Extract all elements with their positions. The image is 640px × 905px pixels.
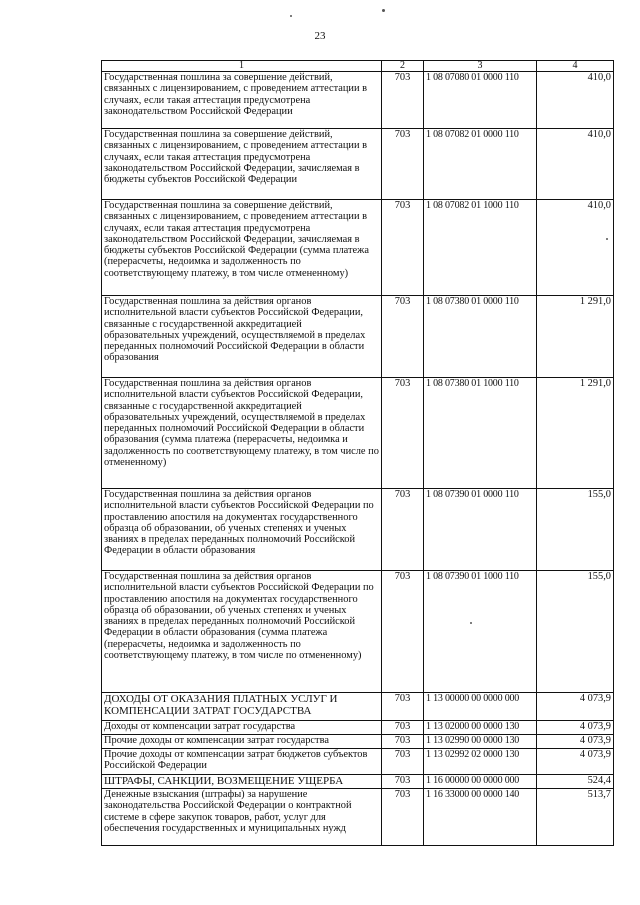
row-admin-code: 703 — [382, 378, 424, 489]
row-description: Прочие доходы от компенсации затрат бюджетов субъектов Российской Федерации — [102, 749, 382, 775]
row-description: Государственная пошлина за совершение действий, связанных с лицензированием, с проведением аттестации в случаях, если такая аттестация предусмотрена законодательством Российской Федерации, зачисляемая в бюджеты субъектов Российской Федерации (сумма платежа (перерасчеты, недоимка и задолженность по соответствующему платежу, в том числе отмененному) — [102, 200, 382, 296]
table-row — [102, 296, 614, 378]
page-number: 23 — [314, 30, 326, 42]
table-row — [102, 129, 614, 200]
row-admin-code: 703 — [382, 789, 424, 846]
row-amount: 155,0 — [537, 571, 614, 693]
row-admin-code: 703 — [382, 735, 424, 749]
row-amount: 4 073,9 — [537, 693, 614, 721]
row-amount: 410,0 — [537, 129, 614, 200]
row-amount: 1 291,0 — [537, 296, 614, 378]
table-row-section — [102, 693, 614, 721]
row-description: ШТРАФЫ, САНКЦИИ, ВОЗМЕЩЕНИЕ УЩЕРБА — [102, 775, 382, 789]
header-row — [102, 61, 614, 72]
row-admin-code: 703 — [382, 489, 424, 571]
row-kbk-code: 1 08 07390 01 0000 110 — [424, 489, 537, 571]
row-amount: 4 073,9 — [537, 735, 614, 749]
row-kbk-code: 1 16 00000 00 0000 000 — [424, 775, 537, 789]
row-description: Государственная пошлина за действия органов исполнительной власти субъектов Российской Федерации, связанные с государственной аккредитацией образовательных учреждений, осуществляемой в пределах переданных полномочий Российской Федерации в области образования (сумма платежа (перерасчеты, недоимка и задолженность по соответствующему платежу, в том числе по отмененному) — [102, 378, 382, 489]
row-kbk-code: 1 08 07080 01 0000 110 — [424, 72, 537, 129]
table-row — [102, 735, 614, 749]
table-row — [102, 378, 614, 489]
row-admin-code: 703 — [382, 129, 424, 200]
row-admin-code: 703 — [382, 749, 424, 775]
row-kbk-code: 1 13 02990 00 0000 130 — [424, 735, 537, 749]
row-kbk-code: 1 13 02000 00 0000 130 — [424, 721, 537, 735]
table-row — [102, 789, 614, 846]
row-amount: 410,0 — [537, 200, 614, 296]
scan-speck — [382, 9, 385, 12]
row-kbk-code: 1 08 07082 01 0000 110 — [424, 129, 537, 200]
row-kbk-code: 1 08 07380 01 0000 110 — [424, 296, 537, 378]
revenue-table — [101, 60, 614, 846]
row-kbk-code: 1 08 07390 01 1000 110 — [424, 571, 537, 693]
table-row — [102, 749, 614, 775]
scan-speck — [290, 15, 292, 17]
row-admin-code: 703 — [382, 571, 424, 693]
row-description: Государственная пошлина за совершение действий, связанных с лицензированием, с проведением аттестации в случаях, если такая аттестация предусмотрена законодательством Российской Федерации, зачисляемая в бюджеты субъектов Российской Федерации — [102, 129, 382, 200]
table-row — [102, 721, 614, 735]
row-kbk-code: 1 08 07380 01 1000 110 — [424, 378, 537, 489]
row-amount: 4 073,9 — [537, 721, 614, 735]
header-cell-kbk: 3 — [424, 61, 537, 72]
row-description: Государственная пошлина за совершение действий, связанных с лицензированием, с проведением аттестации в случаях, если такая аттестация предусмотрена законодательством Российской Федерации — [102, 72, 382, 129]
row-amount: 524,4 — [537, 775, 614, 789]
row-description: ДОХОДЫ ОТ ОКАЗАНИЯ ПЛАТНЫХ УСЛУГ И КОМПЕНСАЦИИ ЗАТРАТ ГОСУДАРСТВА — [102, 693, 382, 721]
row-kbk-code: 1 13 02992 02 0000 130 — [424, 749, 537, 775]
row-admin-code: 703 — [382, 72, 424, 129]
row-admin-code: 703 — [382, 775, 424, 789]
row-kbk-code: 1 13 00000 00 0000 000 — [424, 693, 537, 721]
row-description: Прочие доходы от компенсации затрат государства — [102, 735, 382, 749]
row-amount: 4 073,9 — [537, 749, 614, 775]
table-row — [102, 72, 614, 129]
row-kbk-code: 1 16 33000 00 0000 140 — [424, 789, 537, 846]
row-description: Государственная пошлина за действия органов исполнительной власти субъектов Российской Федерации по проставлению апостиля на документах государственного образца об образовании, об ученых степенях и ученых званиях в пределах переданных полномочий Российской Федерации в области образования (сумма платежа (перерасчеты, недоимка и задолженность по соответствующему платежу, в том числе по отмененному) — [102, 571, 382, 693]
table-row — [102, 200, 614, 296]
table-row — [102, 571, 614, 693]
row-description: Денежные взыскания (штрафы) за нарушение законодательства Российской Федерации о контрактной системе в сфере закупок товаров, работ, услуг для обеспечения государственных и муниципальных нужд — [102, 789, 382, 846]
table-row — [102, 489, 614, 571]
row-admin-code: 703 — [382, 200, 424, 296]
row-admin-code: 703 — [382, 693, 424, 721]
row-amount: 513,7 — [537, 789, 614, 846]
row-amount: 1 291,0 — [537, 378, 614, 489]
row-kbk-code: 1 08 07082 01 1000 110 — [424, 200, 537, 296]
table-row-section — [102, 775, 614, 789]
row-admin-code: 703 — [382, 721, 424, 735]
header-cell-description: 1 — [102, 61, 382, 72]
row-description: Государственная пошлина за действия органов исполнительной власти субъектов Российской Федерации, связанные с государственной аккредитацией образовательных учреждений, осуществляемой в пределах переданных полномочий Российской Федерации в области образования — [102, 296, 382, 378]
header-cell-admin-code: 2 — [382, 61, 424, 72]
row-amount: 155,0 — [537, 489, 614, 571]
header-cell-amount: 4 — [537, 61, 614, 72]
row-description: Государственная пошлина за действия органов исполнительной власти субъектов Российской Федерации по проставлению апостиля на документах государственного образца об образовании, об ученых степенях и ученых званиях в пределах переданных полномочий Российской Федерации в области образования — [102, 489, 382, 571]
row-description: Доходы от компенсации затрат государства — [102, 721, 382, 735]
row-admin-code: 703 — [382, 296, 424, 378]
row-amount: 410,0 — [537, 72, 614, 129]
